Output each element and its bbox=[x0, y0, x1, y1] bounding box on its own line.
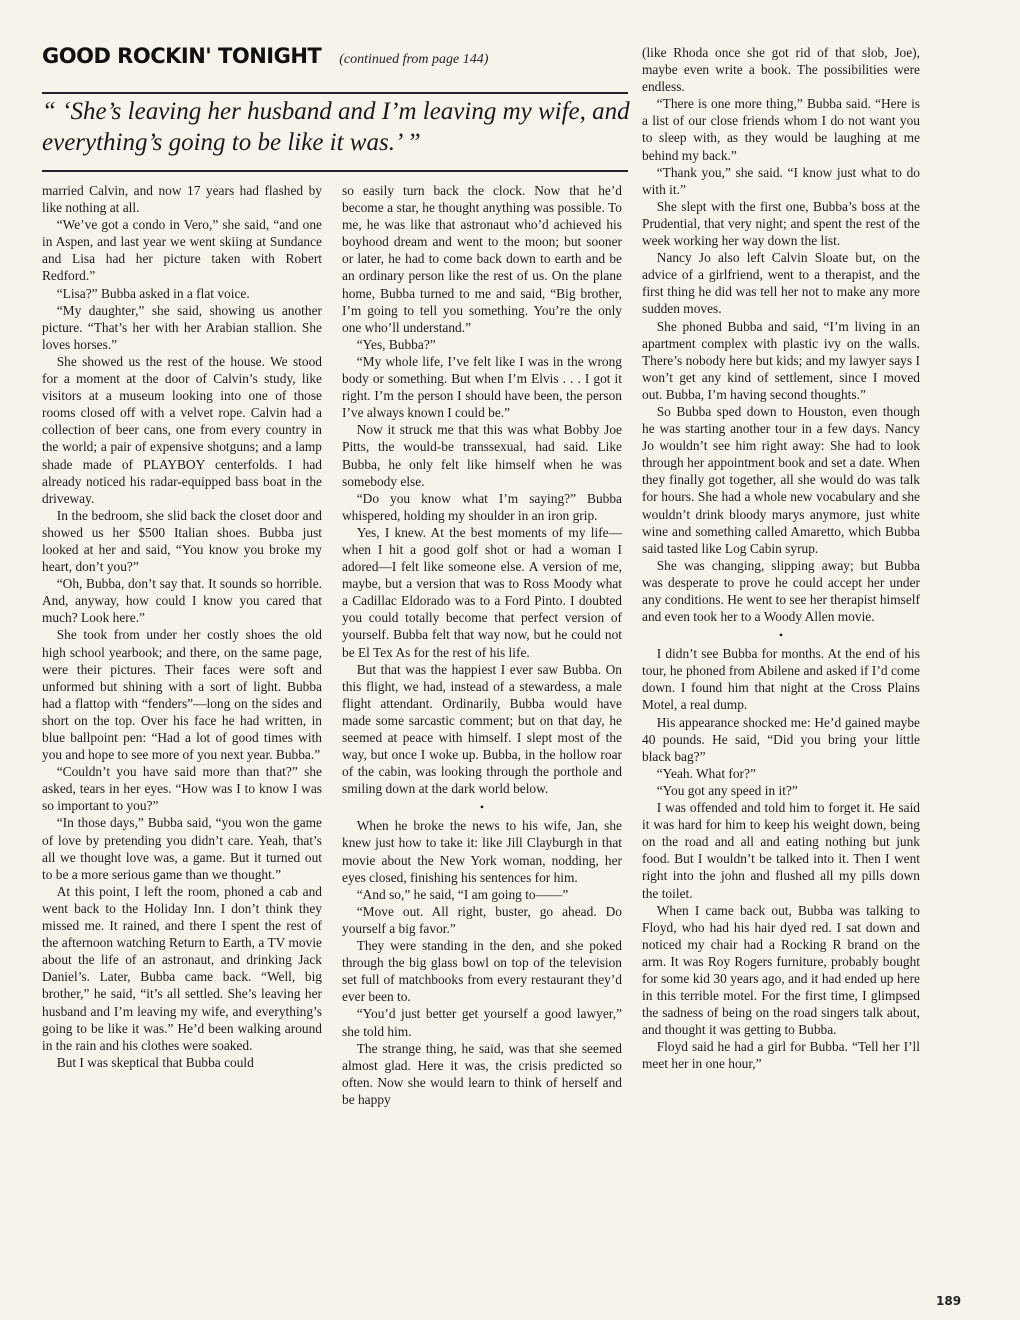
paragraph: “You got any speed in it?” bbox=[656, 782, 798, 798]
paragraph: At this point, I left the room, phoned a cab and went back to the Holiday Inn. I don’t think they missed me. It rained, and there I spent the rest of the afternoon watching Return to Earth, a TV movie about the life of an astronaut, and drinking Jack Daniel’s. Later, Bubba came back. “Well, big brother,” he said, “it’s all settled. She’s leaving her husband and I’m leaving my wife, and everything’s going to be like it was.” He’d been walking around in the rain and his clothes were soaked. bbox=[42, 883, 322, 1053]
pull-quote-bottom-rule bbox=[42, 170, 628, 172]
paragraph: “My daughter,” she said, showing us another picture. “That’s her with her Arabian stallion. She loves horses.” bbox=[42, 302, 322, 352]
paragraph: “Move out. All right, buster, go ahead. Do yourself a big favor.” bbox=[342, 903, 622, 936]
paragraph: She phoned Bubba and said, “I’m living in an apartment complex with plastic ivy on the walls. There’s nobody here but kids; and my lawyer says I won’t get any kind of settlement, since I moved out. Bubba, I’m having second thoughts.” bbox=[642, 318, 920, 402]
paragraph: Floyd said he had a girl for Bubba. “Tell her I’ll meet her in one hour,” bbox=[642, 1039, 920, 1072]
paragraph: She slept with the first one, Bubba’s boss at the Prudential, that very night; and spent the rest of the week working her way down the list. bbox=[642, 198, 920, 249]
paragraph: “Couldn’t you have said more than that?” she asked, tears in her eyes. “How was I to know I was so important to you?” bbox=[42, 764, 322, 814]
paragraph: She showed us the rest of the house. We stood for a moment at the door of Calvin’s study, like visitors at a museum looking into one of those rooms closed off with a velvet rope. Calvin had a collection of beer cans, one from every country in the world; a pair of expensive shotguns; and a lamp shade made of PLAYBOY centerfolds. I had already noticed his radar-equipped bass boat in the driveway. bbox=[42, 353, 322, 506]
paragraph: Nancy Jo also left Calvin Sloate but, on the advice of a girlfriend, went to a therapist, and the first thing he did was tell her not to make any more sudden moves. bbox=[642, 250, 920, 317]
paragraph: “Yes, Bubba?” bbox=[356, 336, 436, 352]
page-number: 189 bbox=[936, 1294, 962, 1308]
paragraph: “Yeah. What for?” bbox=[656, 765, 756, 781]
pull-quote-top-rule bbox=[42, 92, 628, 94]
paragraph: But I was skeptical that Bubba could bbox=[56, 1054, 254, 1070]
paragraph: I was offended and told him to forget it. He said it was hard for him to keep his weight down, being on the road and all and eating nothing but junk food. But I wouldn’t be talked into it. Then I went right into the john and flushed all my pills down the toilet. bbox=[642, 800, 920, 901]
paragraph: “Oh, Bubba, don’t say that. It sounds so horrible. And, anyway, how could I know you cared that much? Look here.” bbox=[42, 576, 322, 626]
paragraph: “There is one more thing,” Bubba said. “Here is a list of our close friends whom I do not want you to sleep with, as they would be laughing at me behind my back.” bbox=[642, 96, 920, 163]
paragraph: When he broke the news to his wife, Jan, she knew just how to take it: like Jill Clayburgh in that movie about the New York woman, nodding, her eyes closed, finishing his sentences for him. bbox=[342, 818, 622, 885]
paragraph: “Thank you,” she said. “I know just what to do with it.” bbox=[642, 164, 920, 197]
paragraph: The strange thing, he said, was that she seemed almost glad. Here it was, the crisis predicted so often. Now she would learn to think of herself and be happy bbox=[342, 1040, 622, 1107]
paragraph: In the bedroom, she slid back the closet door and showed us her $500 Italian shoes. Bubba just looked at her and said, “You know you broke my heart, don’t you?” bbox=[42, 507, 322, 575]
paragraph: When I came back out, Bubba was talking to Floyd, who had his hair dyed red. I sat down and noticed my chair had a Rocking R brand on the arm. It was Roy Rogers furniture, probably bought for some kid 30 years ago, and it had ended up here in this terrible motel. For the first time, I glimpsed the sadness of being on the road singers talk about, and thought it was getting to Bubba. bbox=[642, 902, 920, 1038]
continued-note: (continued from page 144) bbox=[339, 52, 489, 67]
paragraph: (like Rhoda once she got rid of that slob, Joe), maybe even write a book. The possibilities were endless. bbox=[642, 45, 920, 95]
pull-quote: “ ‘She’s leaving her husband and I’m leaving my wife, and everything’s going to be like it was.’ ” bbox=[42, 98, 630, 156]
paragraph: “In those days,” Bubba said, “you won the game of love by pretending you didn’t care. Yeah, that’s all we thought love was, a game. But it turned out to be a more serious game than we thought.” bbox=[42, 815, 322, 882]
paragraph: She took from under her costly shoes the old high school yearbook; and there, on the same page, were their pictures. Their faces were soft and unformed but shining with a sort of light. Bubba had a flattop with “fenders”—long on the sides and short on the top. Over his face he had written, in blue ballpoint pen: “Had a lot of good times with you and hope to see more of you next year. Bubba.” bbox=[42, 627, 322, 763]
paragraph: married Calvin, and now 17 years had flashed by like nothing at all. bbox=[42, 183, 322, 216]
section-break-bullet: • bbox=[479, 800, 485, 815]
paragraph: “And so,” he said, “I am going to——” bbox=[356, 886, 569, 902]
paragraph: But that was the happiest I ever saw Bubba. On this flight, we had, instead of a stewardess, a male flight attendant. Ordinarily, Bubba would have made some sarcastic comment; but on that day, he seemed at peace with himself. I slept most of the way, but once I woke up. Bubba, in the hollow roar of the cabin, was looking through the porthole and smiling down at the dark world below. bbox=[342, 661, 622, 797]
paragraph: So Bubba sped down to Houston, even though he was starting another tour in a few days. Nancy Jo wouldn’t see him right away: She had to look through her appointment book and set a date. When they finally got together, all she would do was talk for hours. She had a whole new vocabulary and she wouldn’t drink bloody marys anymore, just white wine and something called Amaretto, which Bubba said tasted like Log Cabin syrup. bbox=[642, 403, 920, 556]
paragraph: Yes, I knew. At the best moments of my life—when I hit a good golf shot or had a woman I adored—I felt like someone else. A version of me, maybe, but a version that was to Ross Moody what a Cadillac Eldorado was to a Ford Pinto. I doubted you could totally become that perfect version of yourself. Bubba felt that way now, but he could not be El Tex As for the rest of his life. bbox=[342, 524, 622, 660]
paragraph: Now it struck me that this was what Bobby Joe Pitts, the would-be transsexual, had said. Like Bubba, he only felt like himself when he was somebody else. bbox=[342, 422, 622, 489]
section-break-bullet: • bbox=[778, 628, 784, 643]
article-header bbox=[42, 44, 622, 74]
paragraph: I didn’t see Bubba for months. At the end of his tour, he phoned from Abilene and asked if I’d come down. I found him that night at the Cross Plains Motel, a real dump. bbox=[642, 646, 920, 713]
paragraph: “You’d just better get yourself a good lawyer,” she told him. bbox=[342, 1006, 622, 1039]
paragraph: His appearance shocked me: He’d gained maybe 40 pounds. He said, “Did you bring your little black bag?” bbox=[642, 714, 920, 764]
paragraph: She was changing, slipping away; but Bubba was desperate to prove he could accept her under any conditions. He went to see her therapist himself and even took her to a Woody Allen movie. bbox=[642, 557, 920, 625]
text-column-1 bbox=[42, 182, 322, 1071]
paragraph: so easily turn back the clock. Now that he’d become a star, he thought anything was possible. To me, he was like that astronaut who’d achieved his boyhood dream and went to the moon; but sooner or later, he had to come back down to earth and be an ordinary person like the rest of us. On the plane home, Bubba turned to me and said, “Big brother, I’m going to tell you something. You’re the only one who’ll understand.” bbox=[342, 183, 622, 335]
paragraph: “My whole life, I’ve felt like I was in the wrong body or something. But when I’m Elvis . . . I got it right. I’m the person I should have been, the person I’ve always known I could be.” bbox=[342, 353, 622, 421]
paragraph: “Do you know what I’m saying?” Bubba whispered, holding my shoulder in an iron grip. bbox=[342, 490, 622, 523]
article-title: GOOD ROCKIN' TONIGHT bbox=[42, 44, 322, 68]
paragraph: They were standing in the den, and she poked through the big glass bowl on top of the television set full of matchbooks from every restaurant they’d ever been to. bbox=[342, 938, 622, 1005]
paragraph: “Lisa?” Bubba asked in a flat voice. bbox=[56, 285, 250, 301]
paragraph: “We’ve got a condo in Vero,” she said, “and one in Aspen, and last year we went skiing at Sundance and Lisa had her picture taken with Robert Redford.” bbox=[42, 217, 322, 284]
text-column-2 bbox=[342, 182, 622, 1108]
text-column-3 bbox=[642, 44, 920, 1073]
